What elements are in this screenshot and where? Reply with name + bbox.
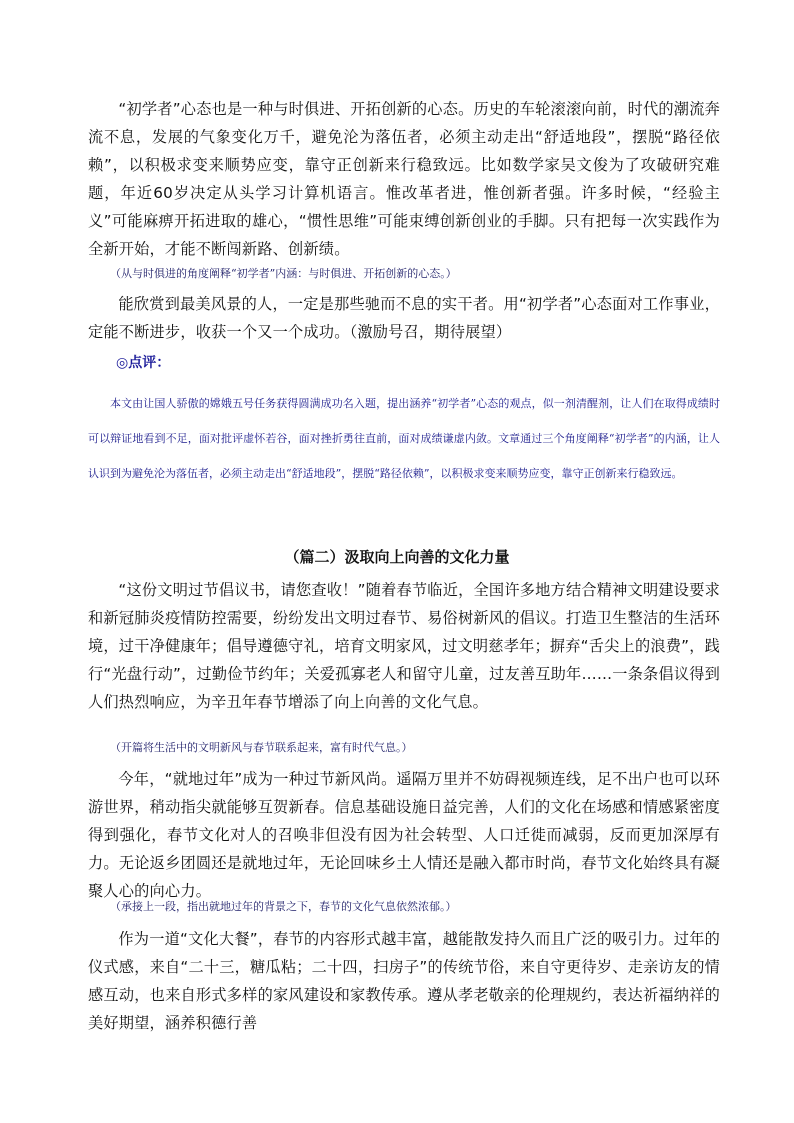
paragraph-cultural-feast: 作为一道“文化大餐”，春节的内容形式越丰富，越能散发持久而且广泛的吸引力。过年的仪式感，来自“二十三，糖瓜粘；二十四，扫房子”的传统节俗，来自守更待岁、走亲访友的情感互动，也来自形式多样的家风建设和家教传承。遵从孝老敬亲的伦理规约，表达祈福纳祥的美好期望，涵养积德行善 [88,930,720,1032]
review-heading: ◎点评： [116,355,171,371]
annotation-innovation: （从与时俱进的角度阐释“初学者”内涵：与时俱进、开拓创新的心态。） [110,267,457,280]
section-title: （篇二）汲取向上向善的文化力量 [284,548,510,566]
annotation-transition: （承接上一段，指出就地过年的背景之下，春节的文化气息依然浓郁。） [110,900,457,913]
paragraph-local-new-year: 今年，“就地过年”成为一种过节新风尚。遥隔万里并不妨碍视频连线，足不出户也可以环游世界，稍动指尖就能够互贺新春。信息基础设施日益完善，人们的文化在场感和情感紧密度得到强化，春节文化对人的召唤非但没有因为社会转型、人口迁徙而减弱，反而更加深厚有力。无论返乡团圆还是就地过年，无论回味乡土人情还是融入都市时尚，春节文化始终具有凝聚人心的向心力。 [88,770,720,900]
annotation-opening: （开篇将生活中的文明新风与春节联系起来，富有时代气息。） [110,741,413,754]
paragraph-civilized-festival: “这份文明过节倡议书，请您查收！”随着春节临近，全国许多地方结合精神文明建设要求和新冠肺炎疫情防控需要，纷纷发出文明过春节、易俗树新风的倡议。打造卫生整洁的生活环境，过干净健康年；倡导遵德守礼，培育文明家风，过文明慈孝年；摒弃“舌尖上的浪费”，践行“光盘行动”，过勤俭节约年；关爱孤寡老人和留守儿童，过友善互助年……一条条倡议得到人们热烈响应，为辛丑年春节增添了向上向善的文化气息。 [88,581,720,711]
paragraph-innovation-mindset: “初学者”心态也是一种与时俱进、开拓创新的心态。历史的车轮滚滚向前，时代的潮流奔流不息，发展的气象变化万千，避免沦为落伍者，必须主动走出“舒适地段”，摆脱“路径依赖”，以积极求变来顺势应变，靠守正创新来行稳致远。比如数学家吴文俊为了攻破研究难题，年近60岁决定从头学习计算机语言。惟改革者进，惟创新者强。许多时候，“经验主义”可能麻痹开拓进取的雄心，“惯性思维”可能束缚创新创业的手脚。只有把每一次实践作为全新开始，才能不断闯新路、创新绩。 [88,100,720,258]
paragraph-conclusion: 能欣赏到最美风景的人，一定是那些驰而不息的实干者。用“初学者”心态面对工作事业，定能不断进步，收获一个又一个成功。（激励号召，期待展望） [88,295,720,341]
review-body: 本文由让国人骄傲的嫦娥五号任务获得圆满成功名入题，提出涵养“初学者”心态的观点，似一剂清醒剂，让人们在取得成绩时可以辩证地看到不足，面对批评虚怀若谷，面对挫折勇往直前，面对成绩谦虚内敛。文章通过三个角度阐释“初学者”的内涵，让人认识到为避免沦为落伍者，必须主动走出“舒适地段”，摆脱“路径依赖”，以积极求变来顺势应变，靠守正创新来行稳致远。 [88,397,720,480]
